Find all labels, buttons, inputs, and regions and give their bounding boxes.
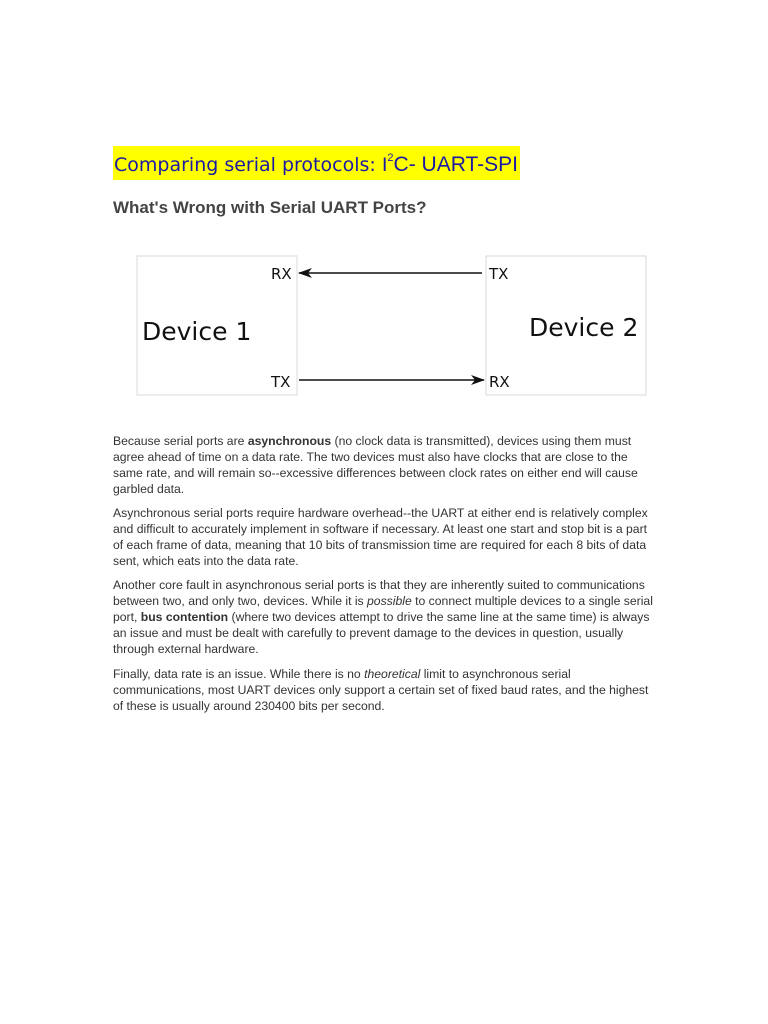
p3-text-a: Another core fault in asynchronous serial ports is that they are inherently suited to communications between two, and only two, devices. While it is: [113, 578, 645, 608]
paragraph-2: [113, 505, 658, 569]
device2-tx-label: TX: [489, 265, 509, 283]
title-prefix: Comparing serial protocols: I: [114, 154, 388, 176]
title-suffix: C- UART-SPI: [393, 153, 519, 176]
device1-label: Device 1: [142, 317, 252, 346]
device1-tx-label: TX: [271, 373, 291, 391]
p1-text-a: Because serial ports are: [113, 434, 248, 448]
p4-text-a: Finally, data rate is an issue. While there is no: [113, 667, 365, 681]
p3-text-c: to connect multiple devices to a single serial port,: [113, 594, 653, 624]
uart-diagram: [136, 254, 650, 398]
p2-text: Asynchronous serial ports require hardware overhead--the UART at either end is relatively complex and difficult to accurately implement in software if necessary. At least one start and stop bit is a part of each frame of data, meaning that 10 bits of transmission time are required for each 8 bits of data sent, which eats into the data rate.: [113, 506, 648, 568]
device1-rx-label: RX: [271, 265, 292, 283]
p1-bold-asynchronous: asynchronous: [247, 434, 332, 448]
title-superscript: 2: [387, 152, 394, 164]
p1-text-c: (no clock data is transmitted), devices using them must agree ahead of time on a data rate. The two devices must also have clocks that are close to the same rate, and will remain so--excessive differences between clock rates on either end will cause garbled data.: [113, 434, 638, 496]
p3-italic-possible: possible: [367, 594, 412, 608]
document-title: [113, 146, 520, 180]
p3-bold-bus-contention: bus contention: [140, 610, 229, 624]
p4-italic-theoretical: theoretical: [364, 667, 421, 681]
p3-text-e: (where two devices attempt to drive the same line at the same time) is always an issue and must be dealt with carefully to prevent damage to the devices in question, usually through external hardware.: [113, 610, 650, 656]
paragraph-3: [113, 577, 658, 657]
p4-text-c: limit to asynchronous serial communications, most UART devices only support a certain set of fixed baud rates, and the highest of these is usually around 230400 bits per second.: [113, 667, 649, 713]
paragraph-1: [113, 433, 658, 497]
paragraph-4: [113, 666, 658, 714]
section-heading: What's Wrong with Serial UART Ports?: [113, 198, 427, 217]
device2-rx-label: RX: [489, 373, 510, 391]
device2-label: Device 2: [529, 313, 639, 342]
